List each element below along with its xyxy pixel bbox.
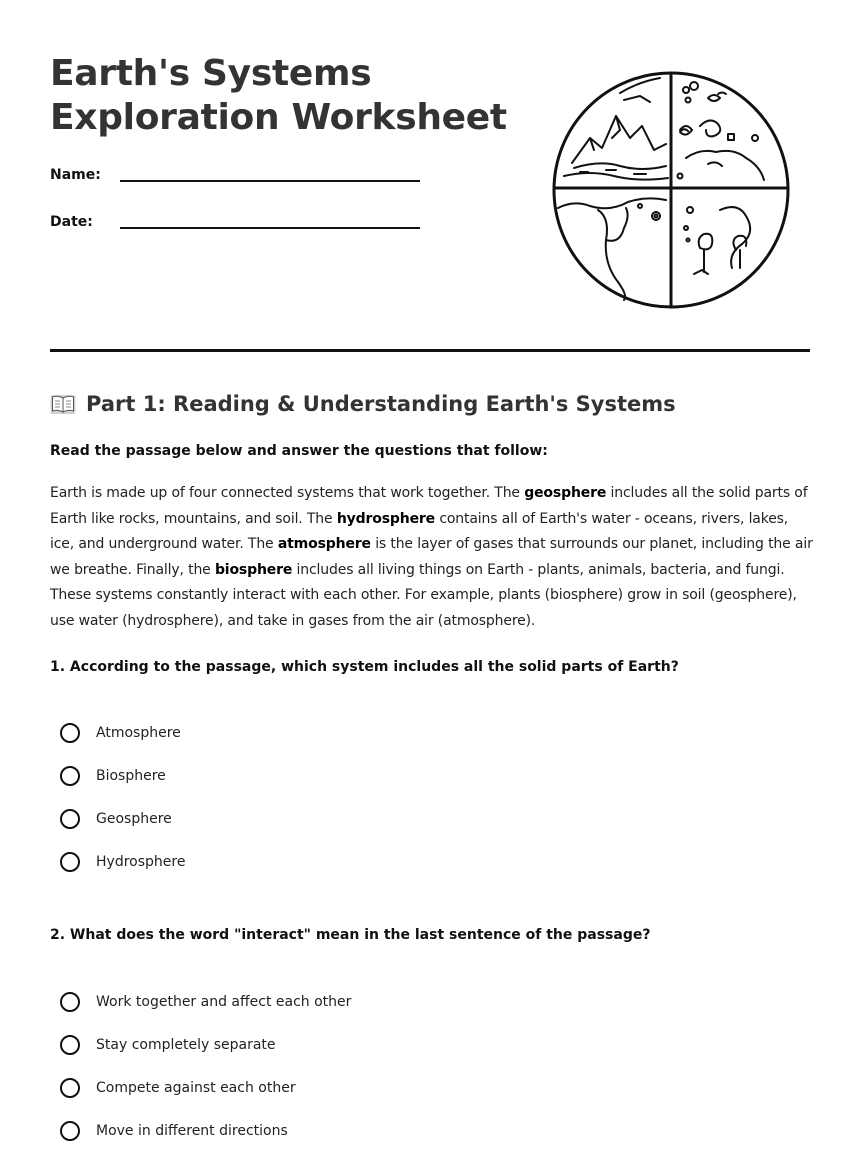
date-blank-line[interactable]	[120, 227, 420, 229]
option-label: Biosphere	[96, 768, 166, 784]
q2-option-work-together[interactable]	[60, 989, 351, 1015]
option-label: Stay completely separate	[96, 1037, 276, 1053]
term-geosphere: geosphere	[524, 485, 607, 501]
radio-button[interactable]	[60, 852, 80, 872]
passage-text-3: contains all of Earth's water - oceans, rivers, lakes, ice, and underground water. The	[50, 510, 789, 552]
question-2-text: 2. What does the word "interact" mean in the last sentence of the passage?	[50, 927, 651, 943]
option-label: Geosphere	[96, 811, 172, 827]
term-hydrosphere: hydrosphere	[336, 510, 436, 527]
part-1-heading	[50, 390, 676, 418]
part-1-heading-text: Part 1: Reading & Understanding Earth's Systems	[86, 392, 676, 416]
q1-option-atmosphere[interactable]	[60, 720, 181, 746]
q1-option-biosphere[interactable]	[60, 763, 166, 789]
radio-button[interactable]	[60, 809, 80, 829]
q2-option-stay-separate[interactable]	[60, 1032, 276, 1058]
question-1-text: 1. According to the passage, which system includes all the solid parts of Earth?	[50, 659, 679, 675]
radio-button[interactable]	[60, 723, 80, 743]
date-label: Date:	[50, 214, 93, 230]
worksheet-title	[50, 52, 507, 140]
radio-button[interactable]	[60, 1078, 80, 1098]
radio-button[interactable]	[60, 1035, 80, 1055]
passage-text-5: includes all living things on Earth - plants, animals, bacteria, and fungi. These systems constantly interact with each other. For example, plants (biosphere) grow in soil (geosphere), use water (hydrosphere), and take in gases from the air (atmosphere).	[50, 561, 797, 629]
passage-text-4: is the layer of gases that surrounds our planet, including the air we breathe. Finally, the	[50, 536, 813, 578]
name-blank-line[interactable]	[120, 180, 420, 182]
radio-button[interactable]	[60, 766, 80, 786]
date-field[interactable]	[50, 213, 420, 243]
title-line-2: Exploration Worksheet	[50, 97, 507, 138]
q2-option-compete[interactable]	[60, 1075, 296, 1101]
title-line-1: Earth's Systems	[50, 53, 372, 94]
earth-systems-globe-illustration	[550, 68, 792, 312]
header-divider	[50, 349, 810, 352]
q1-option-geosphere[interactable]	[60, 806, 172, 832]
radio-button[interactable]	[60, 1121, 80, 1141]
option-label: Move in different directions	[96, 1123, 288, 1139]
term-atmosphere: atmosphere	[277, 536, 371, 552]
passage-text-1: Earth is made up of four connected systems that work together. The	[50, 485, 525, 501]
radio-button[interactable]	[60, 992, 80, 1012]
option-label: Hydrosphere	[96, 854, 186, 870]
q2-option-different-directions[interactable]	[60, 1118, 288, 1144]
passage-text-2: includes all the solid parts of Earth like rocks, mountains, and soil. The	[50, 485, 808, 527]
option-label: Atmosphere	[96, 725, 181, 741]
reading-passage	[50, 481, 815, 634]
option-label: Work together and affect each other	[96, 994, 352, 1010]
term-biosphere: biosphere	[214, 561, 293, 578]
open-book-icon	[50, 393, 76, 415]
name-field[interactable]	[50, 166, 420, 196]
q1-option-hydrosphere[interactable]	[60, 849, 185, 875]
option-label: Compete against each other	[96, 1080, 296, 1096]
reading-instructions: Read the passage below and answer the questions that follow:	[50, 443, 548, 459]
name-label: Name:	[50, 167, 101, 183]
